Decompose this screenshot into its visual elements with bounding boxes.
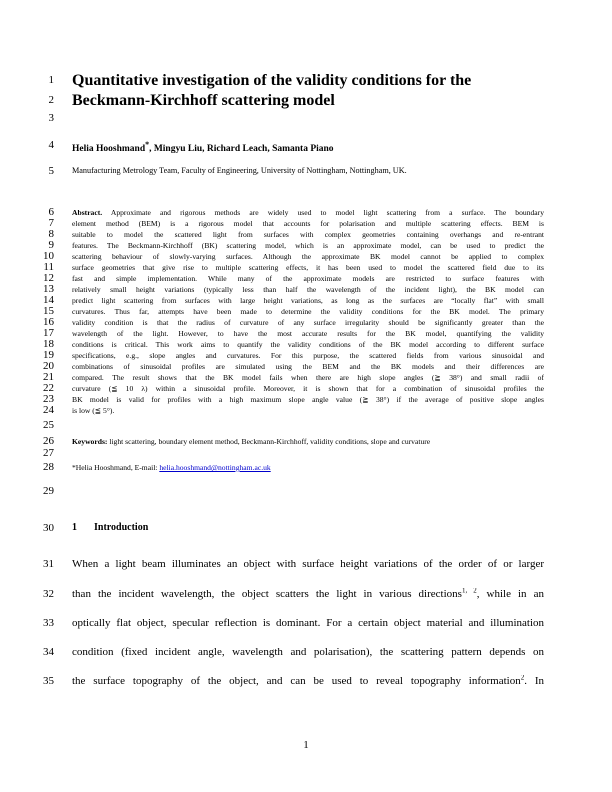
email-link[interactable]: helia.hooshmand@nottingham.ac.uk <box>159 463 271 472</box>
abstract-line: is low (≦ 5°). <box>72 406 115 415</box>
abstract-label: Abstract. <box>72 208 103 217</box>
line-number: 2 <box>48 94 54 106</box>
line-number: 16 <box>43 316 54 328</box>
line-number: 18 <box>43 338 54 350</box>
line-number: 27 <box>43 447 54 459</box>
abstract-line: suitable to model the scattered light from surfaces with complex geometries containing overhangs and re-entrant <box>72 230 544 239</box>
line-number: 3 <box>48 112 54 124</box>
line-number: 20 <box>43 360 54 372</box>
line-number: 6 <box>48 206 54 218</box>
line-number: 32 <box>43 588 54 600</box>
line-number: 21 <box>43 371 54 383</box>
abstract-line: element method (BEM) is a rigorous model that accounts for polarisation and multiple scattering effects. BEM is <box>72 219 544 228</box>
abstract-line: compared. The result shows that the BK model fails when there are high slope angles (≧ 38°) and small radii of <box>72 373 544 382</box>
intro-line: optically flat object, specular reflection is dominant. For a certain object material and illumination <box>72 617 544 629</box>
abstract-line: predict light scattering from surfaces with large height variations, as long as the surfaces are “locally flat” with small <box>72 296 544 305</box>
abstract-line: wavelength of the light. However, to have the most accurate results for the BK model, quantifying the validity <box>72 329 544 338</box>
line-number: 12 <box>43 272 54 284</box>
intro-line <box>72 588 544 601</box>
abstract-line: conditions is critical. This work aims to quantify the validity conditions of the BK model according to different surface <box>72 340 544 349</box>
line-number: 35 <box>43 675 54 687</box>
line-number: 22 <box>43 382 54 394</box>
line-number: 19 <box>43 349 54 361</box>
intro-text: , while in an <box>476 588 544 600</box>
abstract-line: validity condition is that the radius of curvature of any surface irregularity should be significantly greater than the <box>72 318 544 327</box>
abstract-line: fast and simple implementation. While many of the approximate models are restricted to surface features with <box>72 274 544 283</box>
line-number: 29 <box>43 485 54 497</box>
abstract-line: scattering behaviour of slowly-varying surfaces. Although the approximate BK model cannot be applied to complex <box>72 252 544 261</box>
line-number: 9 <box>48 239 54 251</box>
line-number: 8 <box>48 228 54 240</box>
intro-line: condition (fixed incident angle, wavelength and polarisation), the scattering pattern depends on <box>72 646 544 658</box>
section-number: 1 <box>72 522 77 533</box>
abstract-line: relatively small height variations (typically less than half the wavelength of the incident light), the BK model can <box>72 285 544 294</box>
line-number: 15 <box>43 305 54 317</box>
line-number: 5 <box>48 165 54 177</box>
intro-text: the surface topography of the object, and can be used to reveal topography information <box>72 675 521 687</box>
abstract-text: Approximate and rigorous methods are widely used to model light scattering from a surface. The boundary <box>102 208 544 217</box>
line-number: 4 <box>48 139 54 151</box>
line-number: 11 <box>43 261 54 273</box>
paper-title-line: Quantitative investigation of the validity conditions for the <box>72 72 472 89</box>
abstract-line: BK model is valid for profiles with a high maximum slope angle value (≧ 38°) if the average of positive slope angles <box>72 395 544 404</box>
abstract-line: combinations of sinusoidal profiles are simulated using the BEM and the BK models and their differences are <box>72 362 544 371</box>
citation[interactable]: 2 <box>520 675 525 682</box>
intro-line <box>72 675 544 688</box>
abstract-line: specifications, e.g., slope angles and curvatures. For this purpose, the scattered fields from various sinusoidal and <box>72 351 544 360</box>
intro-text: . In <box>524 675 544 687</box>
author-name: Helia Hooshmand <box>72 144 146 155</box>
line-number: 1 <box>48 74 54 86</box>
author-names: , Mingyu Liu, Richard Leach, Samanta Piano <box>149 144 334 155</box>
section-title: Introduction <box>94 522 149 533</box>
line-number: 26 <box>43 435 54 447</box>
line-number: 7 <box>48 217 54 229</box>
line-number: 33 <box>43 617 54 629</box>
abstract-line: curvature (≦ 10 λ) within a sinusoidal profile. Moreover, it is shown that for a combination of sinusoidal profiles the <box>72 384 544 393</box>
abstract-line: curvatures. Thus far, attempts have been made to determine the validity conditions for the BK model. The primary <box>72 307 544 316</box>
line-number: 25 <box>43 419 54 431</box>
line-number: 10 <box>43 250 54 262</box>
line-number: 28 <box>43 461 54 473</box>
affiliation: Manufacturing Metrology Team, Faculty of Engineering, University of Nottingham, Nottingham, UK. <box>72 166 407 175</box>
line-number: 23 <box>43 393 54 405</box>
email-prefix: *Helia Hooshmand, E-mail: <box>72 463 160 472</box>
abstract-line: features. The Beckmann-Kirchhoff (BK) scattering model, which is an approximate model, can be used to predict the <box>72 241 544 250</box>
author-list <box>72 139 544 155</box>
line-number: 34 <box>43 646 54 658</box>
line-number: 14 <box>43 294 54 306</box>
line-number: 17 <box>43 327 54 339</box>
intro-line: When a light beam illuminates an object with surface height variations of the order of or larger <box>72 558 544 570</box>
intro-text: than the incident wavelength, the object scatters the light in various directions <box>72 588 462 600</box>
corresponding-author <box>72 462 544 473</box>
line-number: 13 <box>43 283 54 295</box>
abstract-line <box>72 207 544 218</box>
line-number: 24 <box>43 404 54 416</box>
page-number: 1 <box>303 739 309 751</box>
keywords-label: Keywords: <box>72 437 108 446</box>
paper-title-line: Beckmann-Kirchhoff scattering model <box>72 92 335 109</box>
citation[interactable]: 1, 2 <box>461 588 477 595</box>
keywords <box>72 436 544 447</box>
corresponding-mark: * <box>145 140 150 149</box>
section-heading <box>72 522 544 534</box>
line-number: 31 <box>43 558 54 570</box>
abstract-line: surface geometries that give rise to multiple scattering effects, it has been used to model the scattered field due to its <box>72 263 544 272</box>
keywords-text: light scattering, boundary element method, Beckmann-Kirchhoff, validity conditions, slope and curvature <box>107 437 431 446</box>
line-number: 30 <box>43 522 54 534</box>
